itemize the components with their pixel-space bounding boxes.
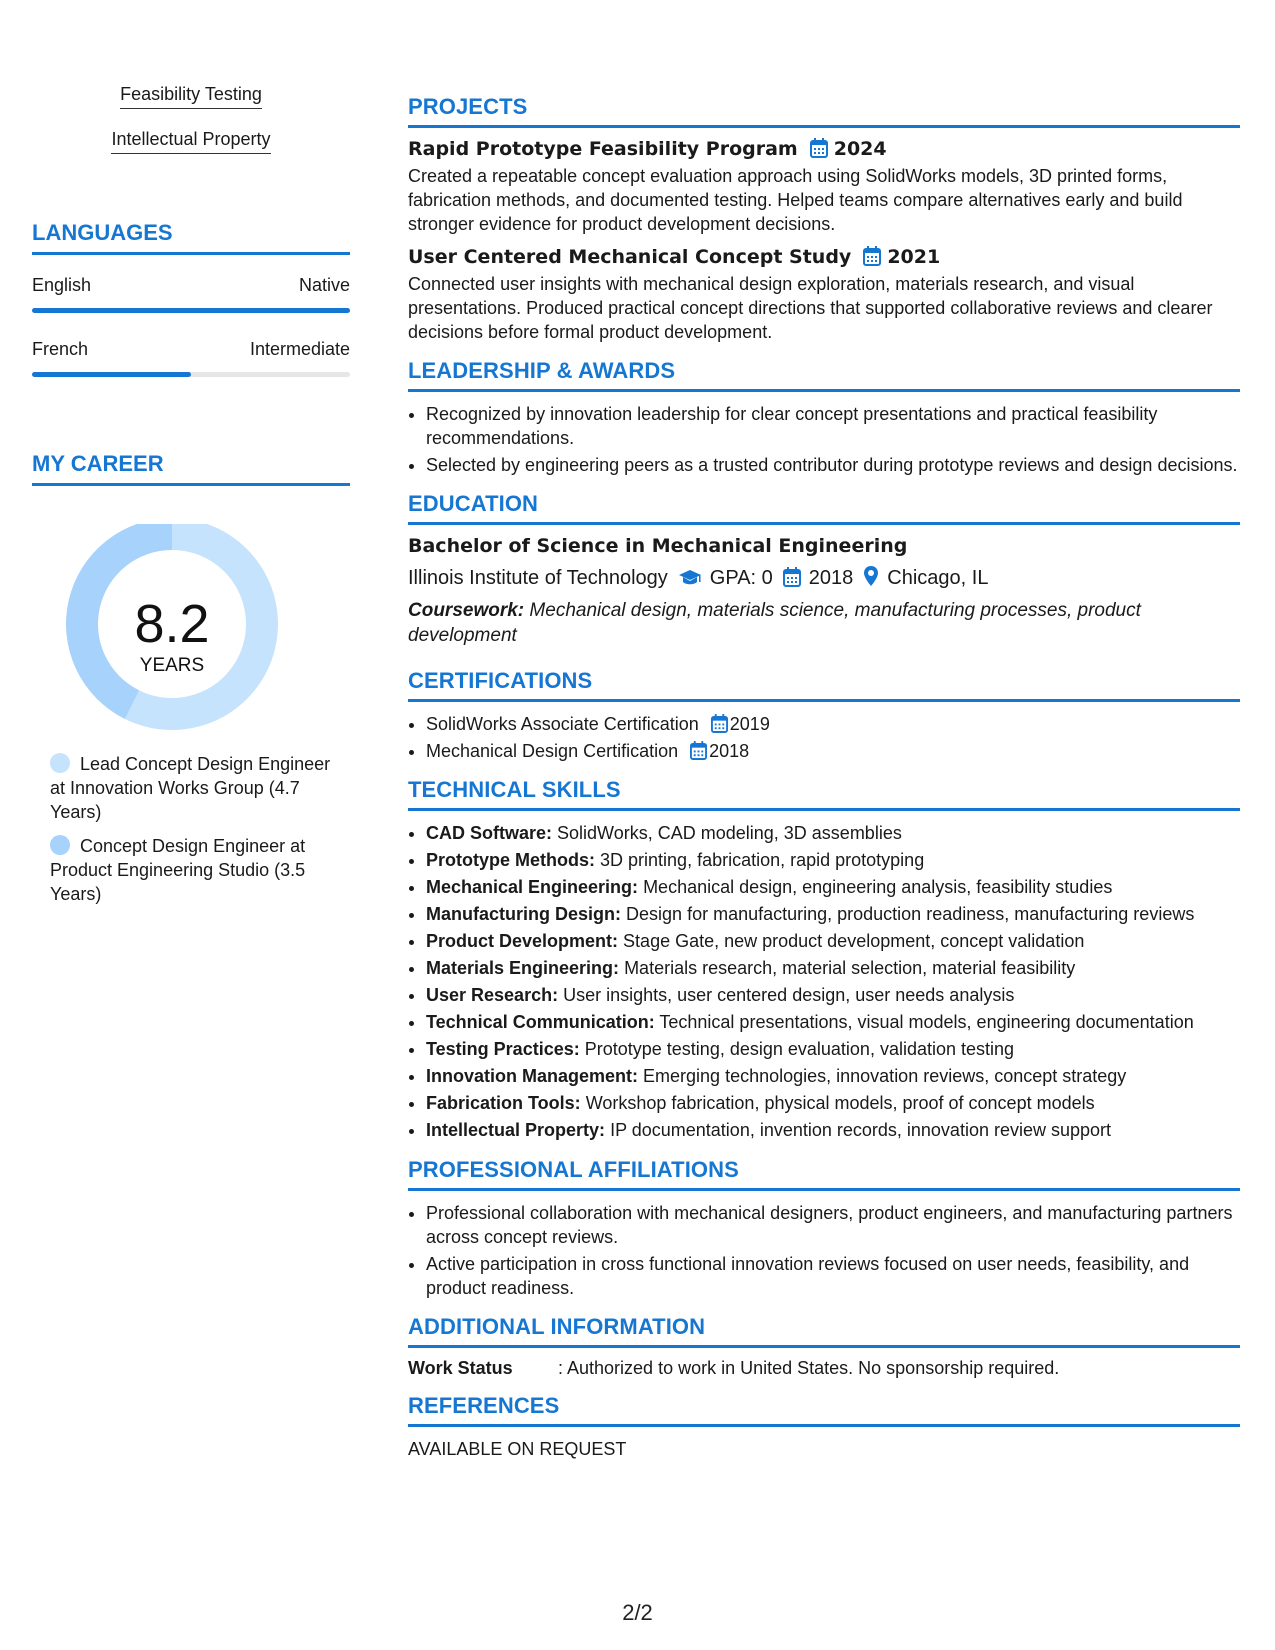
skill-value: User insights, user centered design, user needs analysis [563,985,1015,1005]
skill-value: IP documentation, invention records, innovation review support [610,1120,1112,1140]
page-number: 2/2 [622,1600,653,1625]
section-heading: CERTIFICATIONS [408,668,1240,702]
legend-dot [50,753,70,773]
technical-skills-section [408,777,1240,1143]
skill-value: Emerging technologies, innovation reviews, concept strategy [643,1066,1127,1086]
skill-item [426,983,1240,1008]
info-key: Work Status [408,1358,513,1378]
skill-value: 3D printing, fabrication, rapid prototyping [600,850,925,870]
list-item: • Selected by engineering peers as a trusted contributor during prototype reviews and design decisions. [426,453,1240,477]
skill-label: Innovation Management: [426,1066,639,1086]
section-heading: ADDITIONAL INFORMATION [408,1314,1240,1348]
career-heading: MY CAREER [32,451,350,486]
graduation-cap-icon [678,569,702,587]
project-year: 2021 [887,246,941,268]
education-section [408,491,1240,648]
section-heading: EDUCATION [408,491,1240,525]
calendar-icon [711,714,728,733]
skill-value: Mechanical design, engineering analysis, feasibility studies [643,877,1113,897]
sidebar [32,84,350,486]
project-name: User Centered Mechanical Concept Study [408,246,852,268]
skill-item [426,1037,1240,1062]
career-legend-item: Lead Concept Design Engineer at Innovation Works Group (4.7 Years) [50,754,331,822]
section-heading: PROJECTS [408,94,1240,128]
section-heading: PROFESSIONAL AFFILIATIONS [408,1157,1240,1191]
skill-value: Technical presentations, visual models, engineering documentation [659,1012,1194,1032]
project-name: Rapid Prototype Feasibility Program [408,138,798,160]
project-description: Created a repeatable concept evaluation approach using SolidWorks models, 3D printed forms, fabrication methods, and documented testing. Helped teams compare alternatives early and build stronger evidence for product development decisions. [408,166,1183,234]
projects-section [408,94,1240,344]
language-level: Native [298,275,350,295]
skill-item [426,1091,1240,1116]
skill-value: Design for manufacturing, production readiness, manufacturing reviews [626,904,1195,924]
skill-item [426,1118,1240,1143]
section-heading: TECHNICAL SKILLS [408,777,1240,811]
skill-label: Testing Practices: [426,1039,580,1059]
calendar-icon [783,567,801,587]
language-item [32,339,350,377]
skill-value: SolidWorks, CAD modeling, 3D assemblies [557,823,902,843]
degree-title: Bachelor of Science in Mechanical Engineering [408,535,908,557]
skill-label: Technical Communication: [426,1012,655,1032]
languages-heading: LANGUAGES [32,220,350,255]
skill-item [426,902,1240,927]
career-legend-item: Concept Design Engineer at Product Engineering Studio (3.5 Years) [50,836,306,904]
career-donut-chart [32,524,278,770]
location-pin-icon [863,565,879,587]
info-value: : Authorized to work in United States. No sponsorship required. [558,1358,1060,1378]
skill-item [426,1010,1240,1035]
skill-tag: Intellectual Property [32,129,350,154]
skill-label: Mechanical Engineering: [426,877,639,897]
school-location: Chicago, IL [887,567,989,589]
section-heading: REFERENCES [408,1393,1240,1427]
info-row [408,1358,1240,1379]
skill-value: Prototype testing, design evaluation, validation testing [584,1039,1015,1059]
project-item [408,138,1240,236]
affiliations-section [408,1157,1240,1300]
language-level: Intermediate [249,339,350,359]
skill-label: Manufacturing Design: [426,904,622,924]
skill-item [426,956,1240,981]
skill-item [426,821,1240,846]
certification-item: • Mechanical Design Certification 2018 [426,739,1240,763]
list-item: • Recognized by innovation leadership for clear concept presentations and practical feasibility recommendations. [426,402,1240,450]
main-content [408,94,1240,1475]
skill-label: Materials Engineering: [426,958,620,978]
skill-label: Fabrication Tools: [426,1093,581,1113]
coursework: Coursework: Mechanical design, materials science, manufacturing processes, product development [408,600,1141,646]
references-text: AVAILABLE ON REQUEST [408,1439,627,1459]
additional-info-section [408,1314,1240,1379]
certification-item: • SolidWorks Associate Certification 2019 [426,712,1240,736]
career-total-years: 8.2 [134,594,210,654]
skill-tag: Feasibility Testing [32,84,350,109]
language-name: English [32,275,92,295]
calendar-icon [810,138,828,158]
calendar-icon [863,246,881,266]
project-item [408,246,1240,344]
leadership-section [408,358,1240,477]
language-proficiency-bar [32,308,350,313]
gpa: GPA: 0 [709,567,773,589]
graduation-year: 2018 [808,567,854,589]
skill-item [426,848,1240,873]
project-year: 2024 [833,138,887,160]
certifications-section [408,668,1240,763]
skill-label: User Research: [426,985,559,1005]
skill-label: Product Development: [426,931,619,951]
skill-value: Materials research, material selection, material feasibility [624,958,1076,978]
legend-dot [50,835,70,855]
skill-value: Workshop fabrication, physical models, proof of concept models [585,1093,1095,1113]
skill-label: CAD Software: [426,823,553,843]
calendar-icon [690,741,707,760]
career-years-unit: YEARS [139,655,205,676]
school-name: Illinois Institute of Technology [408,567,668,589]
skill-label: Intellectual Property: [426,1120,606,1140]
list-item: • Active participation in cross functional innovation reviews focused on user needs, feasibility, and product readiness. [426,1252,1240,1300]
language-name: French [32,339,89,359]
language-proficiency-bar [32,372,350,377]
skill-item [426,875,1240,900]
list-item: • Professional collaboration with mechanical designers, product engineers, and manufacturing partners across concept reviews. [426,1201,1240,1249]
references-section [408,1393,1240,1461]
skill-item [426,1064,1240,1089]
language-item [32,275,350,313]
skill-value: Stage Gate, new product development, concept validation [623,931,1085,951]
skill-label: Prototype Methods: [426,850,595,870]
project-description: Connected user insights with mechanical design exploration, materials research, and visual presentations. Produced practical concept directions that supported collaborative reviews and clearer decisions before formal product development. [408,274,1213,342]
section-heading: LEADERSHIP & AWARDS [408,358,1240,392]
skill-item [426,929,1240,954]
